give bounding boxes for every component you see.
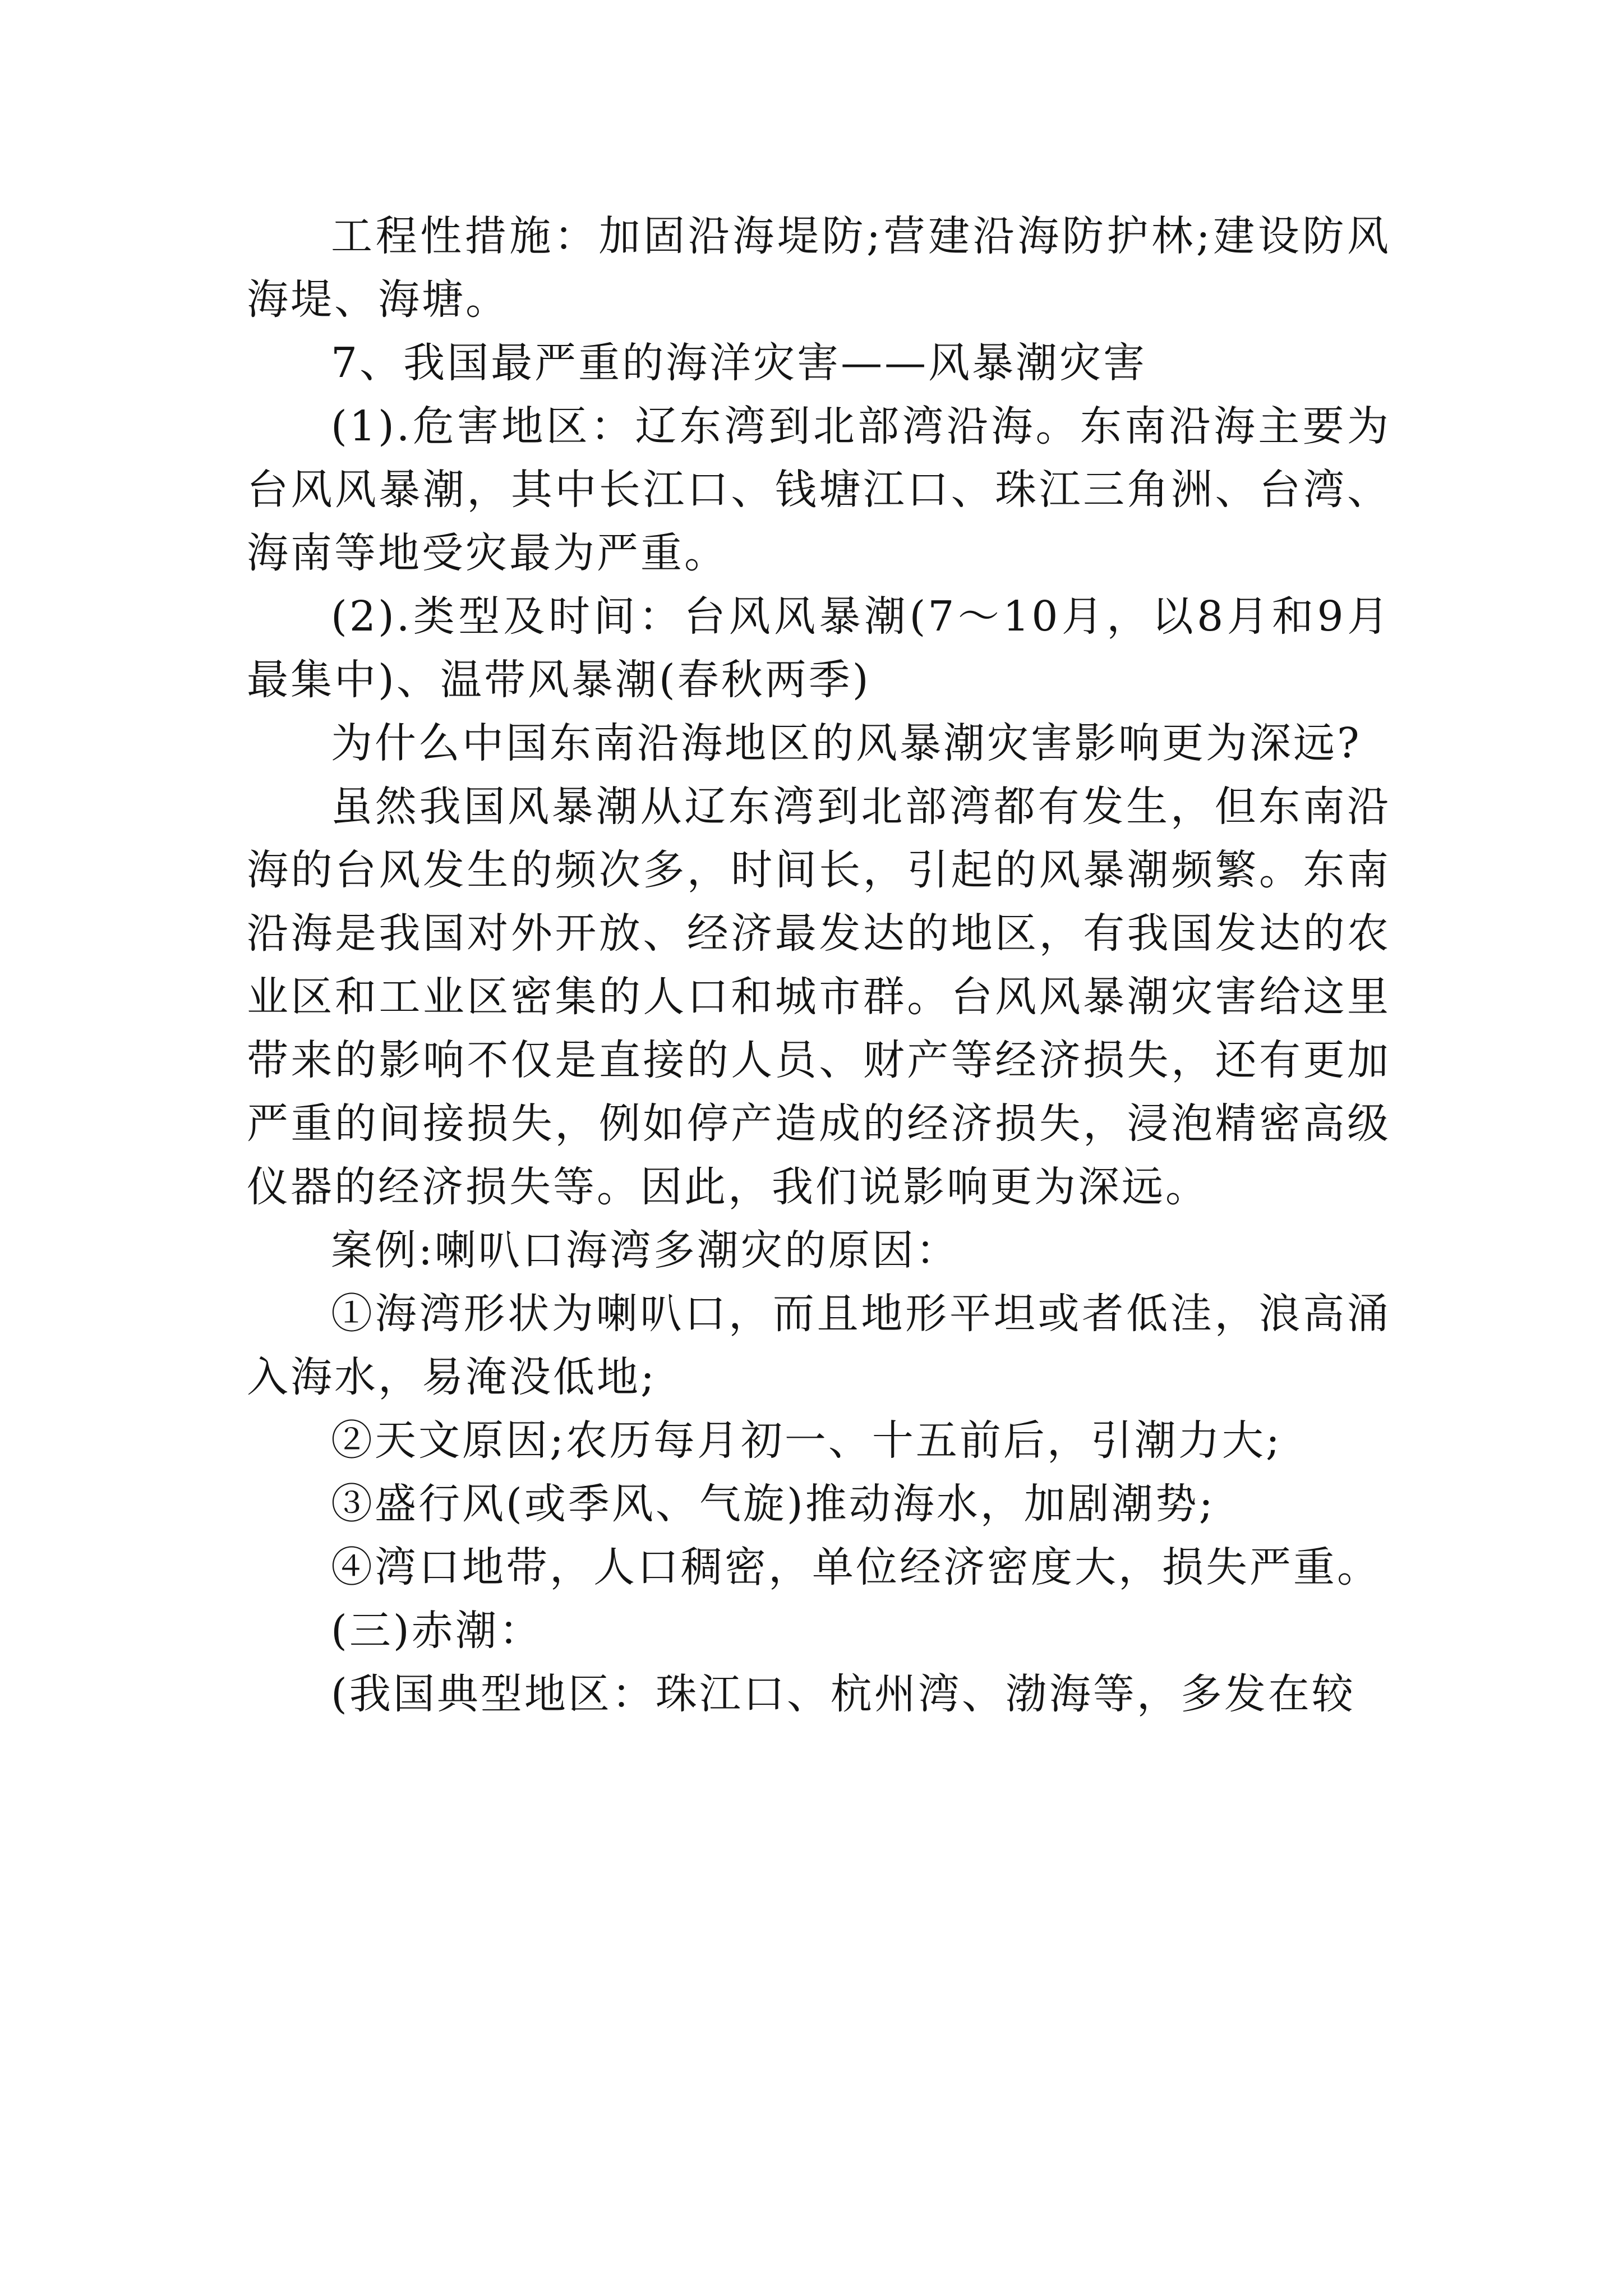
paragraph-affected-areas: (1).危害地区：辽东湾到北部湾沿海。东南沿海主要为台风风暴潮，其中长江口、钱塘江口、珠江三角洲、台湾、海南等地受灾最为严重。 xyxy=(247,402,1391,577)
paragraph-answer: 虽然我国风暴潮从辽东湾到北部湾都有发生，但东南沿海的台风发生的频次多，时间长，引起的风暴潮频繁。东南沿海是我国对外开放、经济最发达的地区，有我国发达的农业区和工业区密集的人口和城市群。台风风暴潮灾害给这里带来的影响不仅是直接的人员、财产等经济损失，还有更加严重的间接损失，例如停产造成的经济损失，浸泡精密高级仪器的经济损失等。因此，我们说影响更为深远。 xyxy=(247,783,1391,1211)
paragraph-engineering-measures: 工程性措施：加固沿海堤防;营建沿海防护林;建设防风海堤、海塘。 xyxy=(247,212,1391,324)
heading-red-tide: (三)赤潮： xyxy=(331,1607,543,1655)
document-body xyxy=(247,205,1391,1726)
heading-storm-surge: 7、我国最严重的海洋灾害——风暴潮灾害 xyxy=(331,339,1147,387)
list-item-reason-1: ①海湾形状为喇叭口，而且地形平坦或者低洼，浪高涌入海水，易淹没低地; xyxy=(247,1290,1391,1401)
paragraph-case-title: 案例:喇叭口海湾多潮灾的原因： xyxy=(331,1226,960,1274)
paragraph-question: 为什么中国东南沿海地区的风暴潮灾害影响更为深远? xyxy=(331,719,1362,767)
paragraph-red-tide-areas: (我国典型地区：珠江口、杭州湾、渤海等，多发在较 xyxy=(331,1670,1355,1718)
paragraph-types-and-time: (2).类型及时间：台风风暴潮(7～10月，以8月和9月最集中)、温带风暴潮(春秋两季) xyxy=(247,592,1391,704)
list-item-reason-3: ③盛行风(或季风、气旋)推动海水，加剧潮势; xyxy=(331,1480,1215,1528)
list-item-reason-4: ④湾口地带，人口稠密，单位经济密度大，损失严重。 xyxy=(331,1543,1381,1591)
list-item-reason-2: ②天文原因;农历每月初一、十五前后，引潮力大; xyxy=(331,1416,1282,1465)
